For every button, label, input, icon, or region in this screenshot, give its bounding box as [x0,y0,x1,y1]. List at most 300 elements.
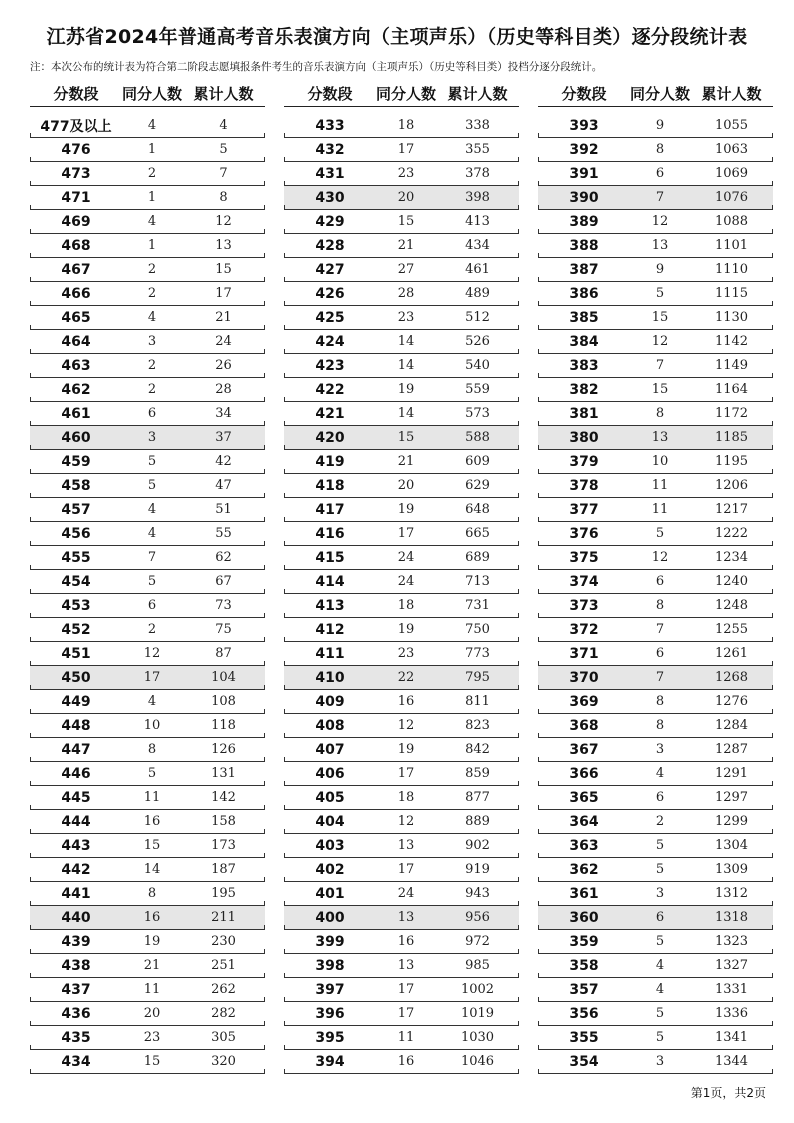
score-cell: 406 [315,765,345,782]
table-column-3 [538,80,773,1074]
table-row [284,546,519,570]
score-cell: 432 [315,141,345,158]
table-row [538,210,773,234]
table-row [30,330,265,354]
cumulative-count-cell: 1248 [714,598,749,613]
cumulative-count-cell: 47 [215,478,232,493]
score-cell: 457 [61,501,91,518]
same-count-cell: 2 [147,622,157,637]
same-count-cell: 19 [397,742,415,757]
same-count-cell: 17 [143,670,161,685]
cumulative-count-cell: 195 [211,886,236,901]
header-same: 同分人数 [122,84,183,103]
same-count-cell: 13 [397,838,415,853]
same-count-cell: 22 [397,670,415,685]
header-cumulative: 累计人数 [447,84,508,103]
score-cell: 379 [569,453,599,470]
same-count-cell: 12 [651,550,669,565]
table-row [284,474,519,498]
cumulative-count-cell: 713 [465,574,490,589]
score-cell: 454 [61,573,91,590]
table-row [30,882,265,906]
same-count-cell: 23 [397,166,415,181]
table-row [284,234,519,258]
same-count-cell: 3 [655,742,665,757]
table-row [284,714,519,738]
table-row [284,378,519,402]
score-cell: 394 [315,1053,345,1070]
cumulative-count-cell: 1217 [714,502,749,517]
table-row [538,498,773,522]
score-cell: 447 [61,741,91,758]
table-row [284,354,519,378]
table-row [284,402,519,426]
table-row [538,1026,773,1050]
same-count-cell: 23 [397,310,415,325]
same-count-cell: 11 [143,790,161,805]
header-score: 分数段 [53,84,99,103]
cumulative-count-cell: 489 [465,286,490,301]
table-row [284,282,519,306]
same-count-cell: 17 [397,982,415,997]
cumulative-count-cell: 609 [465,454,490,469]
table-row [30,642,265,666]
score-cell: 426 [315,285,345,302]
table-row [538,930,773,954]
score-cell: 390 [569,189,599,206]
same-count-cell: 17 [397,526,415,541]
score-cell: 361 [569,885,599,902]
score-cell: 460 [61,429,91,446]
score-cell: 355 [569,1029,599,1046]
table-row [538,834,773,858]
same-count-cell: 5 [655,862,665,877]
score-cell: 365 [569,789,599,806]
same-count-cell: 8 [655,694,665,709]
table-rows [284,114,519,1074]
table-row [538,810,773,834]
cumulative-count-cell: 1185 [714,430,749,445]
score-cell: 396 [315,1005,345,1022]
score-cell: 422 [315,381,345,398]
cumulative-count-cell: 540 [465,358,490,373]
cumulative-count-cell: 559 [465,382,490,397]
same-count-cell: 5 [655,526,665,541]
same-count-cell: 14 [397,358,415,373]
cumulative-count-cell: 1287 [714,742,749,757]
table-row [284,162,519,186]
score-cell: 440 [61,909,91,926]
header-score: 分数段 [307,84,353,103]
same-count-cell: 15 [143,1054,161,1069]
same-count-cell: 8 [655,406,665,421]
cumulative-count-cell: 1341 [714,1030,749,1045]
score-cell: 418 [315,477,345,494]
same-count-cell: 2 [655,814,665,829]
cumulative-count-cell: 17 [215,286,232,301]
cumulative-count-cell: 943 [465,886,490,901]
table-rows [30,114,265,1074]
same-count-cell: 2 [147,286,157,301]
cumulative-count-cell: 1255 [714,622,749,637]
score-cell: 397 [315,981,345,998]
table-row [30,282,265,306]
cumulative-count-cell: 1101 [714,238,749,253]
cumulative-count-cell: 902 [465,838,490,853]
score-cell: 456 [61,525,91,542]
same-count-cell: 19 [143,934,161,949]
score-cell: 369 [569,693,599,710]
cumulative-count-cell: 773 [465,646,490,661]
cumulative-count-cell: 24 [215,334,232,349]
same-count-cell: 23 [397,646,415,661]
cumulative-count-cell: 1304 [714,838,749,853]
score-cell: 449 [61,693,91,710]
table-row [30,858,265,882]
same-count-cell: 15 [651,310,669,325]
cumulative-count-cell: 251 [211,958,236,973]
same-count-cell: 24 [397,886,415,901]
same-count-cell: 4 [655,982,665,997]
score-cell: 467 [61,261,91,278]
table-row [30,186,265,210]
score-cell: 430 [315,189,345,206]
table-row [538,354,773,378]
cumulative-count-cell: 1318 [714,910,749,925]
same-count-cell: 13 [397,910,415,925]
same-count-cell: 8 [655,598,665,613]
cumulative-count-cell: 648 [465,502,490,517]
cumulative-count-cell: 26 [215,358,232,373]
table-column-2 [284,80,519,1074]
table-row [538,258,773,282]
cumulative-count-cell: 1312 [714,886,749,901]
cumulative-count-cell: 21 [215,310,232,325]
cumulative-count-cell: 104 [211,670,236,685]
score-cell: 423 [315,357,345,374]
cumulative-count-cell: 282 [211,1006,236,1021]
cumulative-count-cell: 55 [215,526,232,541]
table-column-1 [30,80,265,1074]
score-cell: 439 [61,933,91,950]
same-count-cell: 6 [655,574,665,589]
table-row [30,690,265,714]
same-count-cell: 5 [655,838,665,853]
score-cell: 462 [61,381,91,398]
score-cell: 471 [61,189,91,206]
same-count-cell: 11 [143,982,161,997]
same-count-cell: 11 [651,502,669,517]
table-row [538,1002,773,1026]
cumulative-count-cell: 1195 [714,454,749,469]
score-cell: 405 [315,789,345,806]
score-cell: 469 [61,213,91,230]
cumulative-count-cell: 7 [219,166,228,181]
same-count-cell: 13 [397,958,415,973]
same-count-cell: 11 [397,1030,415,1045]
table-row [30,834,265,858]
score-cell: 363 [569,837,599,854]
same-count-cell: 6 [655,790,665,805]
cumulative-count-cell: 629 [465,478,490,493]
table-row [284,954,519,978]
cumulative-count-cell: 398 [465,190,490,205]
table-rows [538,114,773,1074]
score-cell: 421 [315,405,345,422]
table-row [30,978,265,1002]
cumulative-count-cell: 795 [465,670,490,685]
cumulative-count-cell: 1206 [714,478,749,493]
cumulative-count-cell: 1110 [714,262,749,277]
table-row [284,1050,519,1074]
cumulative-count-cell: 1164 [714,382,749,397]
score-cell: 357 [569,981,599,998]
table-row [30,306,265,330]
same-count-cell: 16 [397,694,415,709]
cumulative-count-cell: 1055 [714,118,749,133]
score-cell: 374 [569,573,599,590]
table-row [30,1002,265,1026]
same-count-cell: 7 [655,670,665,685]
same-count-cell: 23 [143,1030,161,1045]
score-cell: 398 [315,957,345,974]
same-count-cell: 5 [147,574,157,589]
table-row [30,138,265,162]
same-count-cell: 21 [143,958,161,973]
same-count-cell: 2 [147,358,157,373]
same-count-cell: 14 [397,406,415,421]
cumulative-count-cell: 131 [211,766,236,781]
table-row [284,570,519,594]
score-cell: 381 [569,405,599,422]
score-cell: 419 [315,453,345,470]
score-cell: 427 [315,261,345,278]
table-row [284,306,519,330]
score-cell: 465 [61,309,91,326]
same-count-cell: 1 [147,238,157,253]
cumulative-count-cell: 1284 [714,718,749,733]
same-count-cell: 3 [147,334,157,349]
table-row [538,882,773,906]
table-row [30,618,265,642]
score-cell: 378 [569,477,599,494]
cumulative-count-cell: 1222 [714,526,749,541]
score-cell: 402 [315,861,345,878]
cumulative-count-cell: 51 [215,502,232,517]
table-row [284,426,519,450]
table-row [284,810,519,834]
score-cell: 366 [569,765,599,782]
cumulative-count-cell: 1030 [460,1030,495,1045]
score-cell: 364 [569,813,599,830]
same-count-cell: 16 [397,1054,415,1069]
cumulative-count-cell: 1046 [460,1054,495,1069]
score-cell: 404 [315,813,345,830]
score-cell: 444 [61,813,91,830]
table-row [538,402,773,426]
table-row [538,186,773,210]
table-row [538,282,773,306]
table-row [284,762,519,786]
table-row [284,186,519,210]
score-cell: 389 [569,213,599,230]
cumulative-count-cell: 1088 [714,214,749,229]
score-cell: 437 [61,981,91,998]
cumulative-count-cell: 1149 [714,358,749,373]
table-row [284,522,519,546]
score-cell: 468 [61,237,91,254]
same-count-cell: 5 [655,1006,665,1021]
cumulative-count-cell: 62 [215,550,232,565]
score-cell: 376 [569,525,599,542]
table-row [538,114,773,138]
table-row [284,906,519,930]
same-count-cell: 10 [143,718,161,733]
table-row [30,426,265,450]
same-count-cell: 15 [397,430,415,445]
table-row [284,666,519,690]
score-cell: 371 [569,645,599,662]
cumulative-count-cell: 1344 [714,1054,749,1069]
score-cell: 416 [315,525,345,542]
same-count-cell: 4 [655,958,665,973]
same-count-cell: 20 [397,190,415,205]
same-count-cell: 16 [143,910,161,925]
same-count-cell: 7 [655,190,665,205]
cumulative-count-cell: 889 [465,814,490,829]
cumulative-count-cell: 338 [465,118,490,133]
score-cell: 359 [569,933,599,950]
cumulative-count-cell: 118 [211,718,236,733]
score-cell: 452 [61,621,91,638]
cumulative-count-cell: 37 [215,430,232,445]
score-cell: 388 [569,237,599,254]
table-row [538,666,773,690]
score-cell: 453 [61,597,91,614]
table-row [30,786,265,810]
cumulative-count-cell: 305 [211,1030,236,1045]
table-row [30,402,265,426]
table-row [538,594,773,618]
score-cell: 375 [569,549,599,566]
same-count-cell: 19 [397,382,415,397]
cumulative-count-cell: 1115 [714,286,749,301]
same-count-cell: 12 [397,814,415,829]
score-cell: 448 [61,717,91,734]
table-row [284,594,519,618]
page-number: 第1页，共2页 [690,1086,766,1100]
cumulative-count-cell: 15 [215,262,232,277]
score-cell: 383 [569,357,599,374]
score-cell: 461 [61,405,91,422]
same-count-cell: 19 [397,502,415,517]
same-count-cell: 7 [655,622,665,637]
same-count-cell: 8 [147,886,157,901]
score-cell: 446 [61,765,91,782]
same-count-cell: 1 [147,190,157,205]
same-count-cell: 7 [655,358,665,373]
same-count-cell: 16 [397,934,415,949]
table-row [538,546,773,570]
header-cumulative: 累计人数 [193,84,254,103]
cumulative-count-cell: 1240 [714,574,749,589]
table-row [30,162,265,186]
cumulative-count-cell: 1130 [714,310,749,325]
cumulative-count-cell: 588 [465,430,490,445]
table-row [538,570,773,594]
cumulative-count-cell: 526 [465,334,490,349]
cumulative-count-cell: 1172 [714,406,749,421]
same-count-cell: 18 [397,790,415,805]
column-header [284,80,519,107]
cumulative-count-cell: 413 [465,214,490,229]
score-cell: 450 [61,669,91,686]
table-row [30,522,265,546]
score-cell: 429 [315,213,345,230]
same-count-cell: 4 [147,526,157,541]
same-count-cell: 10 [651,454,669,469]
score-cell: 382 [569,381,599,398]
same-count-cell: 13 [651,238,669,253]
score-cell: 401 [315,885,345,902]
cumulative-count-cell: 1309 [714,862,749,877]
same-count-cell: 12 [651,334,669,349]
score-cell: 358 [569,957,599,974]
table-row [30,906,265,930]
same-count-cell: 7 [147,550,157,565]
score-cell: 377 [569,501,599,518]
score-cell: 436 [61,1005,91,1022]
score-cell: 410 [315,669,345,686]
score-cell: 395 [315,1029,345,1046]
cumulative-count-cell: 972 [465,934,490,949]
score-cell: 370 [569,669,599,686]
table-row [284,738,519,762]
score-cell: 360 [569,909,599,926]
same-count-cell: 24 [397,550,415,565]
table-row [538,330,773,354]
score-cell: 438 [61,957,91,974]
same-count-cell: 15 [143,838,161,853]
score-cell: 415 [315,549,345,566]
table-row [538,306,773,330]
table-row [538,858,773,882]
same-count-cell: 18 [397,598,415,613]
table-row [538,690,773,714]
cumulative-count-cell: 1336 [714,1006,749,1021]
table-row [30,594,265,618]
same-count-cell: 15 [651,382,669,397]
table-row [284,450,519,474]
score-cell: 367 [569,741,599,758]
same-count-cell: 6 [147,598,157,613]
table-row [30,738,265,762]
score-cell: 372 [569,621,599,638]
same-count-cell: 2 [147,262,157,277]
cumulative-count-cell: 811 [465,694,490,709]
table-row [30,762,265,786]
score-cell: 428 [315,237,345,254]
score-cell: 399 [315,933,345,950]
cumulative-count-cell: 1142 [714,334,749,349]
same-count-cell: 19 [397,622,415,637]
score-cell: 403 [315,837,345,854]
cumulative-count-cell: 1002 [460,982,495,997]
table-row [30,354,265,378]
same-count-cell: 18 [397,118,415,133]
cumulative-count-cell: 919 [465,862,490,877]
score-cell: 433 [315,117,345,134]
